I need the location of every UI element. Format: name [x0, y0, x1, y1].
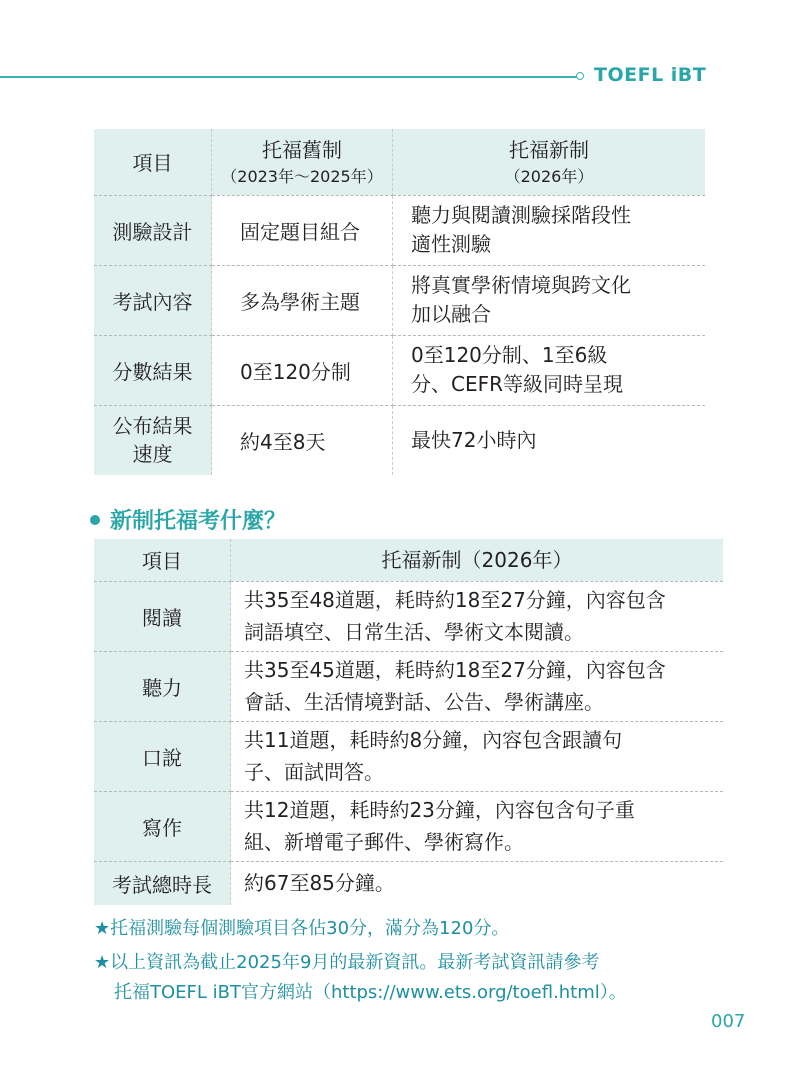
- table-row: [94, 195, 705, 265]
- row-item: 寫作: [94, 791, 231, 861]
- row-new: 最快72小時內: [411, 427, 537, 452]
- row-desc-line: 會話、生活情境對話、公告、學術講座。: [244, 690, 604, 714]
- header-old: [212, 129, 393, 195]
- table-header-row: [94, 129, 705, 195]
- row-new: [393, 195, 706, 265]
- table-row: [94, 651, 723, 721]
- row-desc-line: 子、面試問答。: [244, 760, 384, 784]
- row-item-line: 公布結果: [112, 414, 193, 439]
- row-desc: [231, 651, 724, 721]
- row-item-line: 速度: [132, 442, 173, 467]
- header-item: 項目: [94, 129, 212, 195]
- row-item: 聽力: [94, 651, 231, 721]
- row-new: [393, 265, 706, 335]
- header-rule: [0, 76, 578, 78]
- row-new-line: 加以融合: [411, 302, 491, 326]
- table-row: [94, 861, 723, 905]
- row-old: 約4至8天: [212, 405, 393, 475]
- row-new-line: 將真實學術情境與跨文化: [411, 273, 631, 297]
- table-row: [94, 721, 723, 791]
- header-new: [393, 129, 706, 195]
- table-row: [94, 265, 705, 335]
- comparison-table: [94, 129, 705, 475]
- row-desc: [231, 581, 724, 651]
- new-format-table: [94, 539, 723, 905]
- footnote: ★托福測驗每個測驗項目各佔30分，滿分為120分。: [94, 918, 510, 939]
- header-new-main: 托福新制: [509, 137, 589, 162]
- row-desc-line: 共12道題，耗時約23分鐘，內容包含句子重: [244, 798, 635, 822]
- row-new-line: 適性測驗: [411, 232, 491, 256]
- row-desc-line: 組、新增電子郵件、學術寫作。: [244, 830, 524, 854]
- row-desc-line: 詞語填空、日常生活、學術文本閱讀。: [244, 620, 584, 644]
- section-heading-text: 新制托福考什麼？: [110, 509, 287, 534]
- table-header-row: [94, 539, 723, 581]
- page-number: 007: [711, 1011, 746, 1032]
- row-item: 口說: [94, 721, 231, 791]
- bullet-icon: [90, 515, 100, 525]
- row-desc-line: 共11道題，耗時約8分鐘，內容包含跟讀句: [244, 728, 623, 752]
- row-desc-line: 共35至45道題，耗時約18至27分鐘，內容包含: [244, 658, 666, 682]
- table-row: [94, 335, 705, 405]
- table-row: [94, 791, 723, 861]
- row-old: 多為學術主題: [212, 265, 393, 335]
- table-row: [94, 581, 723, 651]
- row-item: 考試總時長: [94, 861, 231, 905]
- table-row: [94, 405, 705, 475]
- row-item: 閱讀: [94, 581, 231, 651]
- header-item: 項目: [94, 539, 231, 581]
- header-old-main: 托福舊制: [262, 137, 342, 162]
- row-item: [94, 405, 212, 475]
- row-desc: [231, 721, 724, 791]
- header-old-sub: （2023年～2025年）: [221, 166, 383, 186]
- running-header-title: TOEFL iBT: [594, 64, 707, 86]
- footnote-line: 托福TOEFL iBT官方網站（https://www.ets.org/toefl.html）。: [114, 982, 627, 1003]
- row-item: 分數結果: [94, 335, 212, 405]
- header-new-format: 托福新制（2026年）: [231, 539, 724, 581]
- row-new-line: 分、CEFR等級同時呈現: [411, 372, 624, 396]
- footnote: [94, 948, 627, 1008]
- row-desc: 約67至85分鐘。: [244, 871, 395, 896]
- row-new-line: 0至120分制、1至6級: [411, 343, 608, 367]
- row-item: 考試內容: [94, 265, 212, 335]
- row-new: [393, 335, 706, 405]
- row-desc-line: 共35至48道題，耗時約18至27分鐘，內容包含: [244, 588, 666, 612]
- row-old: 固定題目組合: [212, 195, 393, 265]
- row-old: 0至120分制: [212, 335, 393, 405]
- row-desc: [231, 791, 724, 861]
- section-heading: [90, 504, 286, 535]
- header-new-sub: （2026年）: [504, 166, 594, 186]
- row-new-line: 聽力與閱讀測驗採階段性: [411, 203, 631, 227]
- row-item: 測驗設計: [94, 195, 212, 265]
- header-rule-dot: [576, 72, 584, 80]
- footnote-line: ★以上資訊為截止2025年9月的最新資訊。最新考試資訊請參考: [94, 952, 600, 973]
